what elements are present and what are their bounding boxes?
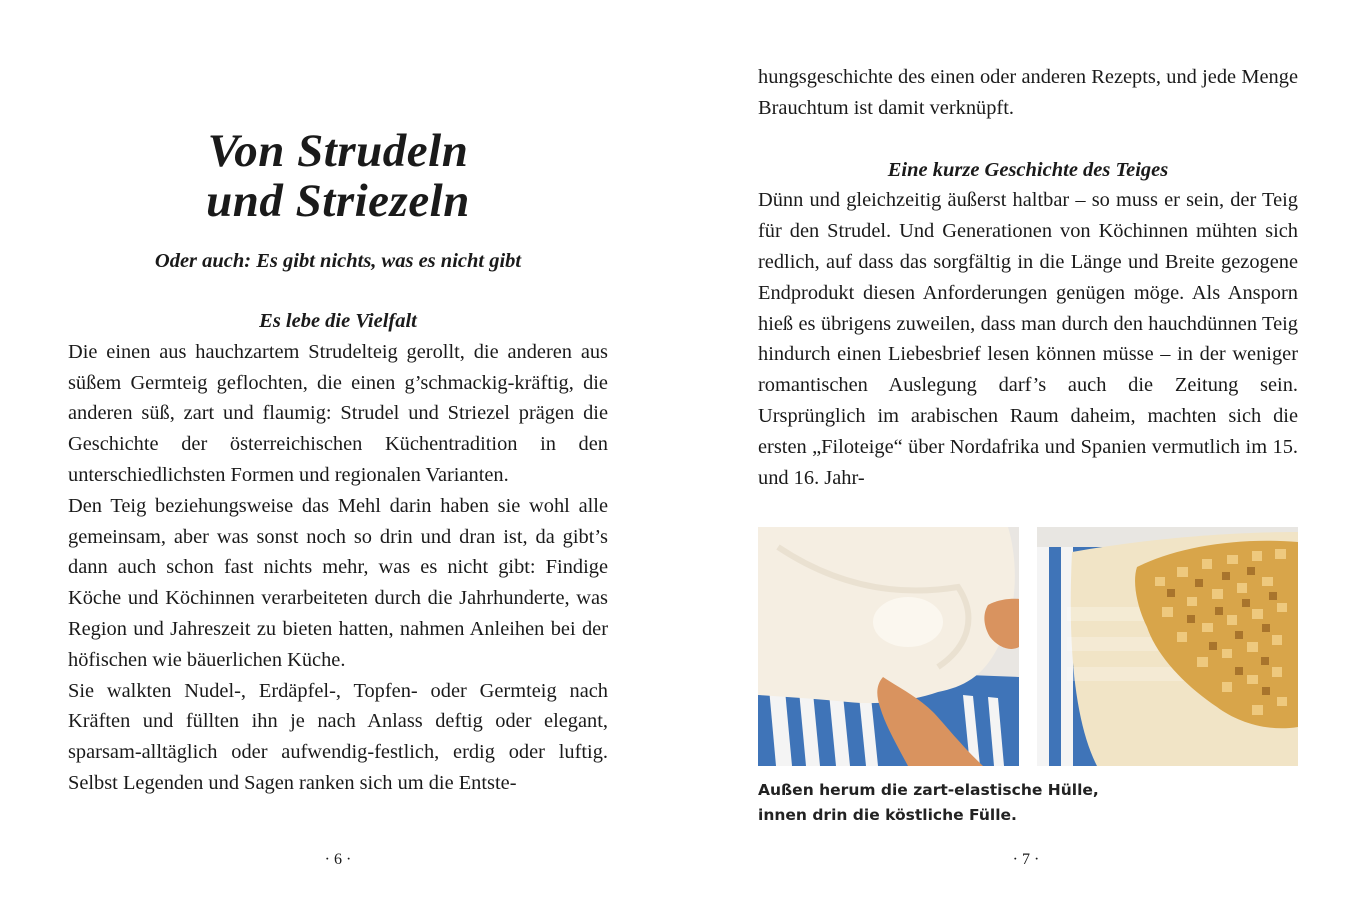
photo-caption: [758, 778, 1298, 828]
caption-line-1: Außen herum die zart-elastische Hülle,: [758, 781, 1099, 799]
title-line-2: und Striezeln: [206, 175, 470, 227]
page-number-left: · 6 ·: [324, 851, 352, 868]
dough-stretch-image: [758, 527, 1019, 766]
paragraph: Den Teig beziehungsweise das Mehl darin haben sie wohl alle gemeinsam, aber was sonst noch so drin und dran ist, da gibt’s dann auch schon fast nichts mehr, was es nicht gibt: Findige Köche und Köchinnen verarbeiteten durch die Jahrhunderte, was Region und Jahreszeit zu bieten hatten, nahmen Anleihen bei der höfischen wie bäuerlichen Küche.: [68, 494, 608, 671]
continuation-paragraph: hungsgeschichte des einen oder anderen Rezepts, und jede Menge Brauchtum ist damit verknüpft.: [758, 66, 1298, 119]
page-number-right: · 7 ·: [1012, 851, 1040, 868]
subtitle: Oder auch: Es gibt nichts, was es nicht gibt: [154, 250, 522, 272]
title-line-1: Von Strudeln: [207, 125, 469, 177]
filled-dough-image: [1037, 527, 1298, 766]
photo-stretching-dough: [758, 527, 1019, 766]
page-title: [68, 126, 608, 226]
paragraph: Sie walkten Nudel-, Erdäpfel-, Topfen- oder Germteig nach Kräften und füllten ihn je nach Anlass deftig oder elegant, sparsam-alltäglich oder aufwendig-festlich, erdig oder luftig. Selbst Legenden und Sagen ranken sich um die Entste-: [68, 679, 608, 794]
left-body: [68, 306, 608, 799]
paragraph: Die einen aus hauchzartem Strudelteig gerollt, die anderen aus süßem Germteig geflochten, die einen g’schmackig-kräftig, die anderen süß, zart und flaumig: Strudel und Striezel prägen die Geschichte der österreichischen Küchentradition in den unterschiedlichsten Formen und regionalen Varianten.: [68, 340, 608, 486]
paragraph: Dünn und gleichzeitig äußerst haltbar – so muss er sein, der Teig für den Strudel. Und Generationen von Köchinnen mühten sich redlich, auf dass das sorgfältig in die Länge und Breite gezogene Endprodukt diesen Anforderungen genügen möge. Als Ansporn hieß es übrigens zuweilen, dass man durch den hauchdünnen Teig hindurch einen Liebesbrief lesen können müsse – in der weniger romantischen Auslegung darf’s auch die Zeitung sein. Ursprünglich im arabischen Raum daheim, machten sich die ersten „Filoteige“ über Nordafrika und Spanien vermutlich im 15. und 16. Jahr-: [758, 189, 1298, 489]
caption-line-2: innen drin die köstliche Fülle.: [758, 806, 1017, 824]
right-body: [758, 62, 1298, 493]
photo-pair: [758, 527, 1298, 766]
photo-filled-dough: [1037, 527, 1298, 766]
section-heading-teig: Eine kurze Geschichte des Teiges: [887, 158, 1169, 181]
right-page: [683, 0, 1366, 901]
section-heading-vielfalt: Es lebe die Vielfalt: [259, 310, 417, 332]
